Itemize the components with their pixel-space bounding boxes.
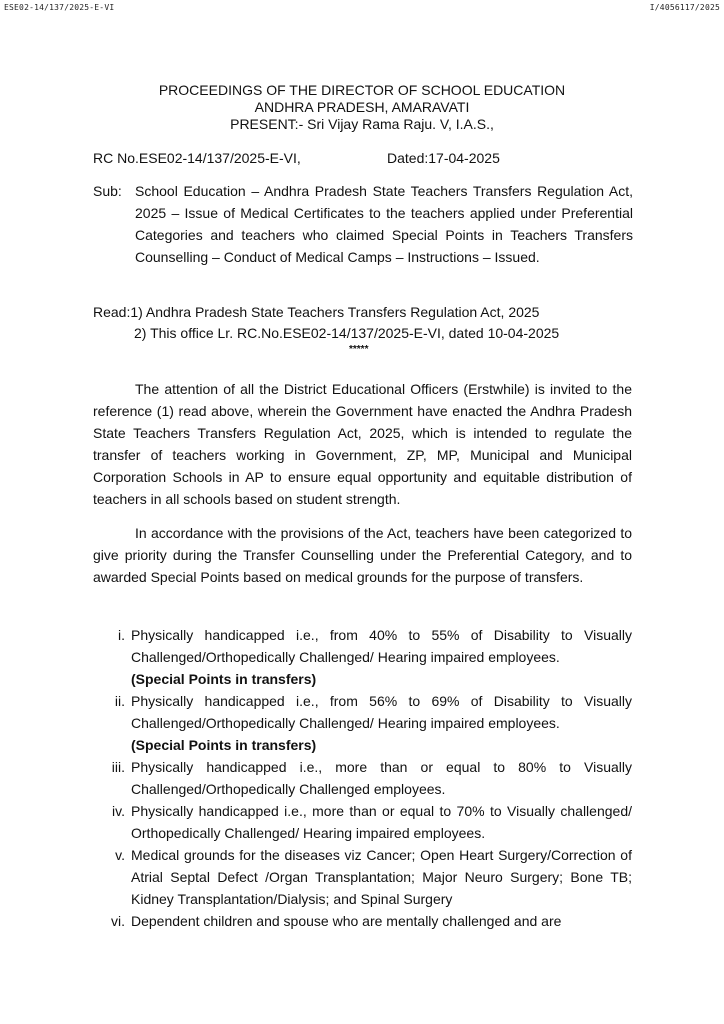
- list-item-number: i.: [118, 627, 125, 643]
- list-item-text: Physically handicapped i.e., from 40% to 55% of Disability to Visually Challenged/Orthopedically Challenged/ Hearing impaired employees.: [131, 627, 632, 665]
- list-item: [93, 624, 632, 690]
- list-item-number: v.: [115, 847, 125, 863]
- body-paragraph-2: In accordance with the provisions of the Act, teachers have been categorized to give priority during the Transfer Counselling under the Preferential Category, and to awarded Special Points based on medical grounds for the purpose of transfers.: [93, 525, 632, 585]
- list-item-text: Medical grounds for the diseases viz Cancer; Open Heart Surgery/Correction of Atrial Septal Defect /Organ Transplantation; Major Neuro Surgery; Bone TB; Kidney Transplantation/Dialysis; and Spinal Surgery: [131, 847, 632, 907]
- list-item-text: Physically handicapped i.e., more than or equal to 70% to Visually challenged/ Orthopedically Challenged/ Hearing impaired employees.: [131, 803, 632, 841]
- subject-block: [93, 180, 633, 268]
- file-code-left: ESE02-14/137/2025-E-VI: [4, 3, 115, 12]
- body-paragraph-1: The attention of all the District Educational Officers (Erstwhile) is invited to the reference (1) read above, wherein the Government have enacted the Andhra Pradesh State Teachers Transfers Regulation Act, 2025, which is intended to regulate the transfer of teachers working in Government, ZP, MP, Municipal and Municipal Corporation Schools in AP to ensure equal opportunity and equitable distribution of teachers in all schools based on student strength.: [93, 381, 632, 507]
- read-label: Read:: [93, 304, 131, 320]
- title-line-2: ANDHRA PRADESH, AMARAVATI: [254, 99, 470, 115]
- subject-label: Sub:: [93, 183, 122, 199]
- document-title: [0, 82, 724, 133]
- dated: Dated:17-04-2025: [387, 150, 500, 166]
- list-item: [93, 800, 632, 844]
- list-item-number: iv.: [112, 803, 125, 819]
- read-item-2: 2) This office Lr. RC.No.ESE02-14/137/2025-E-VI, dated 10-04-2025: [134, 325, 560, 341]
- category-list: [93, 624, 632, 932]
- title-line-1: PROCEEDINGS OF THE DIRECTOR OF SCHOOL EDUCATION: [158, 82, 566, 98]
- read-block: [93, 302, 633, 344]
- list-item: [93, 690, 632, 756]
- list-item-note: (Special Points in transfers): [131, 671, 317, 687]
- list-item: [93, 756, 632, 800]
- list-item-note: (Special Points in transfers): [131, 737, 317, 753]
- file-code-right: I/4056117/2025: [649, 3, 720, 12]
- list-item-text: Dependent children and spouse who are mentally challenged and are: [131, 913, 562, 929]
- list-item-number: vi.: [111, 913, 125, 929]
- separator-stars: *****: [349, 344, 369, 355]
- title-line-3: PRESENT:- Sri Vijay Rama Raju. V, I.A.S.,: [230, 116, 494, 132]
- list-item: [93, 844, 632, 910]
- read-item-1: 1) Andhra Pradesh State Teachers Transfers Regulation Act, 2025: [130, 304, 540, 320]
- list-item-number: iii.: [111, 759, 125, 775]
- subject-text: School Education – Andhra Pradesh State Teachers Transfers Regulation Act, 2025 – Issue of Medical Certificates to the teachers applied under Preferential Categories and teachers who claimed Special Points in Teachers Transfers Counselling – Conduct of Medical Camps – Instructions – Issued.: [135, 183, 633, 265]
- rc-number: RC No.ESE02-14/137/2025-E-VI,: [93, 150, 301, 166]
- list-item: [93, 910, 632, 932]
- list-item-text: Physically handicapped i.e., from 56% to 69% of Disability to Visually Challenged/Orthopedically Challenged/ Hearing impaired employees.: [131, 693, 632, 731]
- list-item-number: ii.: [114, 693, 125, 709]
- list-item-text: Physically handicapped i.e., more than or equal to 80% to Visually Challenged/Orthopedically Challenged employees.: [131, 759, 632, 797]
